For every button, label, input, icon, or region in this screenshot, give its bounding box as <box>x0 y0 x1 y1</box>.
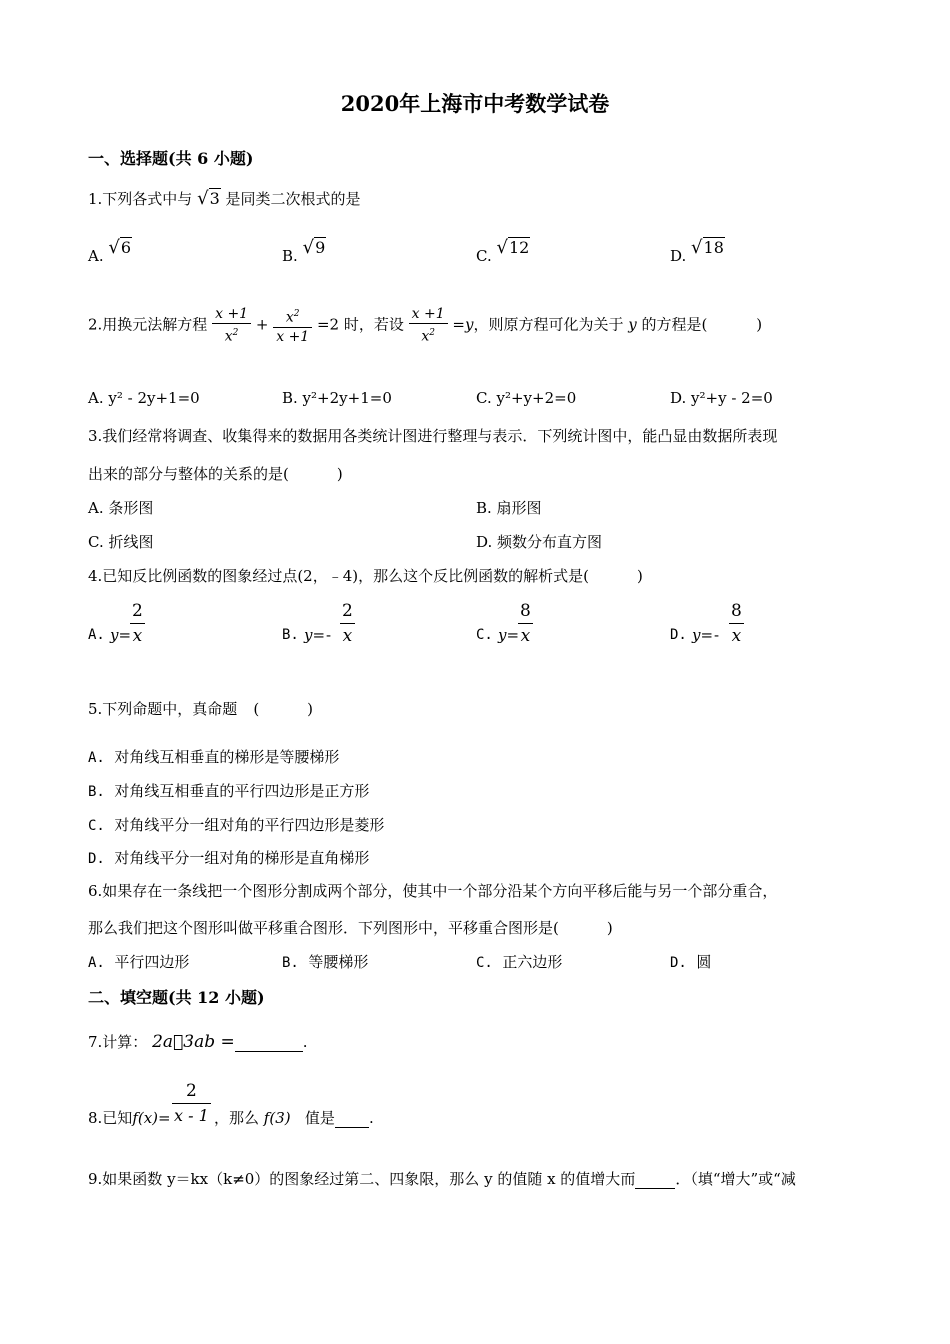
q1-stem-pre: 1.下列各式中与 <box>88 190 193 208</box>
question-8-pre: 8.已知f(x)= <box>88 1109 171 1127</box>
section-heading-fill: 二、填空题(共 12 小题) <box>88 988 265 1007</box>
q5-option-d: D. 对角线平分一组对角的梯形是直角梯形 <box>88 849 370 867</box>
q4-option-b-lhs: y= <box>304 626 326 644</box>
question-1 <box>88 188 361 209</box>
q2-option-a: A. y² ‑ 2y+1=0 <box>88 389 200 407</box>
q4-option-b-sign: - <box>326 626 332 644</box>
q1-option-b: B. √9 <box>282 237 326 265</box>
q1-option-a: A. √6 <box>88 237 132 265</box>
q6-option-b: B. 等腰梯形 <box>282 953 369 971</box>
q6-option-a: A. 平行四边形 <box>88 953 190 971</box>
q3-option-a: A. 条形图 <box>88 499 154 517</box>
question-2: 2.用换元法解方程 $\frac{x +1}{x^2}$ + $\frac{x^2}{x +1}$ =2 时，若设 $\frac{x +1}{x^2}$ =y，则原方程可化为关于 y 的方程是( ) <box>88 306 763 345</box>
q1-option-d: D. √18 <box>670 237 724 265</box>
q3-line-2: 出来的部分与整体的关系的是( ) <box>88 465 343 483</box>
q4-option-c-label: C. <box>476 627 493 643</box>
q4-option-a-label: A. <box>88 627 105 643</box>
question-9: 9.如果函数 y＝kx（k≠0）的图象经过第二、四象限，那么 y 的值随 x 的值增大而 ．（填“增大”或“减 <box>88 1170 796 1188</box>
q5-option-b: B. 对角线互相垂直的平行四边形是正方形 <box>88 782 370 800</box>
q3-option-b: B. 扇形图 <box>476 499 542 517</box>
question-7: 7.计算： 2a⃞3ab = . <box>88 1032 308 1052</box>
q2-fraction-2: $\frac{x^2}{x +1}$ <box>273 305 312 346</box>
q4-option-c-fraction: $\frac{8}{x}$ <box>520 601 531 646</box>
q4-option-d-sign: - <box>714 626 720 644</box>
q2-option-d: D. y²+y ‑ 2=0 <box>670 389 773 407</box>
q4-option-c-lhs: y= <box>498 626 520 644</box>
q4-option-b-label: B. <box>282 627 299 643</box>
q2-fraction-3: $\frac{x +1}{x^2}$ <box>409 305 448 346</box>
q3-option-d: D. 频数分布直方图 <box>476 533 603 551</box>
q2-option-c: C. y²+y+2=0 <box>476 389 577 407</box>
question-8-post: ，那么 f(3) 值是 . <box>214 1109 374 1127</box>
q6-option-d: D. 圆 <box>670 953 712 971</box>
q1-radical: √3 <box>197 188 220 209</box>
q5-option-c: C. 对角线平分一组对角的平行四边形是菱形 <box>88 816 385 834</box>
q2-option-b: B. y²+2y+1=0 <box>282 389 392 407</box>
q6-option-c: C. 正六边形 <box>476 953 563 971</box>
q4-option-a-fraction: $\frac{2}{x}$ <box>132 601 143 646</box>
q4-option-a-lhs: y= <box>110 626 132 644</box>
q4-option-d-fraction: $\frac{8}{x}$ <box>731 601 742 646</box>
q3-option-c: C. 折线图 <box>88 533 154 551</box>
q4-option-d-lhs: y= <box>692 626 714 644</box>
q1-option-c: C. √12 <box>476 237 530 265</box>
page-title: 2020年上海市中考数学试卷 <box>340 91 610 116</box>
q5-option-a: A. 对角线互相垂直的梯形是等腰梯形 <box>88 748 340 766</box>
q6-line-1: 6.如果存在一条线把一个图形分割成两个部分，使其中一个部分沿某个方向平移后能与另一个部分重合， <box>88 882 778 900</box>
q8-fraction: $\frac{2}{x - 1}$ <box>174 1081 209 1125</box>
q1-stem-post: 是同类二次根式的是 <box>225 190 361 208</box>
question-5: 5.下列命题中，真命题 ( ) <box>88 700 314 718</box>
section-heading-choice: 一、选择题(共 6 小题) <box>88 149 254 168</box>
question-4: 4.已知反比例函数的图象经过点(2，﹣4)，那么这个反比例函数的解析式是( ) <box>88 567 643 585</box>
q2-fraction-1: $\frac{x +1}{x^2}$ <box>212 305 251 346</box>
q6-line-2: 那么我们把这个图形叫做平移重合图形．下列图形中，平移重合图形是( ) <box>88 919 613 937</box>
q4-option-b-fraction: $\frac{2}{x}$ <box>342 601 353 646</box>
q3-line-1: 3.我们经常将调查、收集得来的数据用各类统计图进行整理与表示．下列统计图中，能凸显由数据所表现 <box>88 427 778 445</box>
q4-option-d-label: D. <box>670 627 687 643</box>
